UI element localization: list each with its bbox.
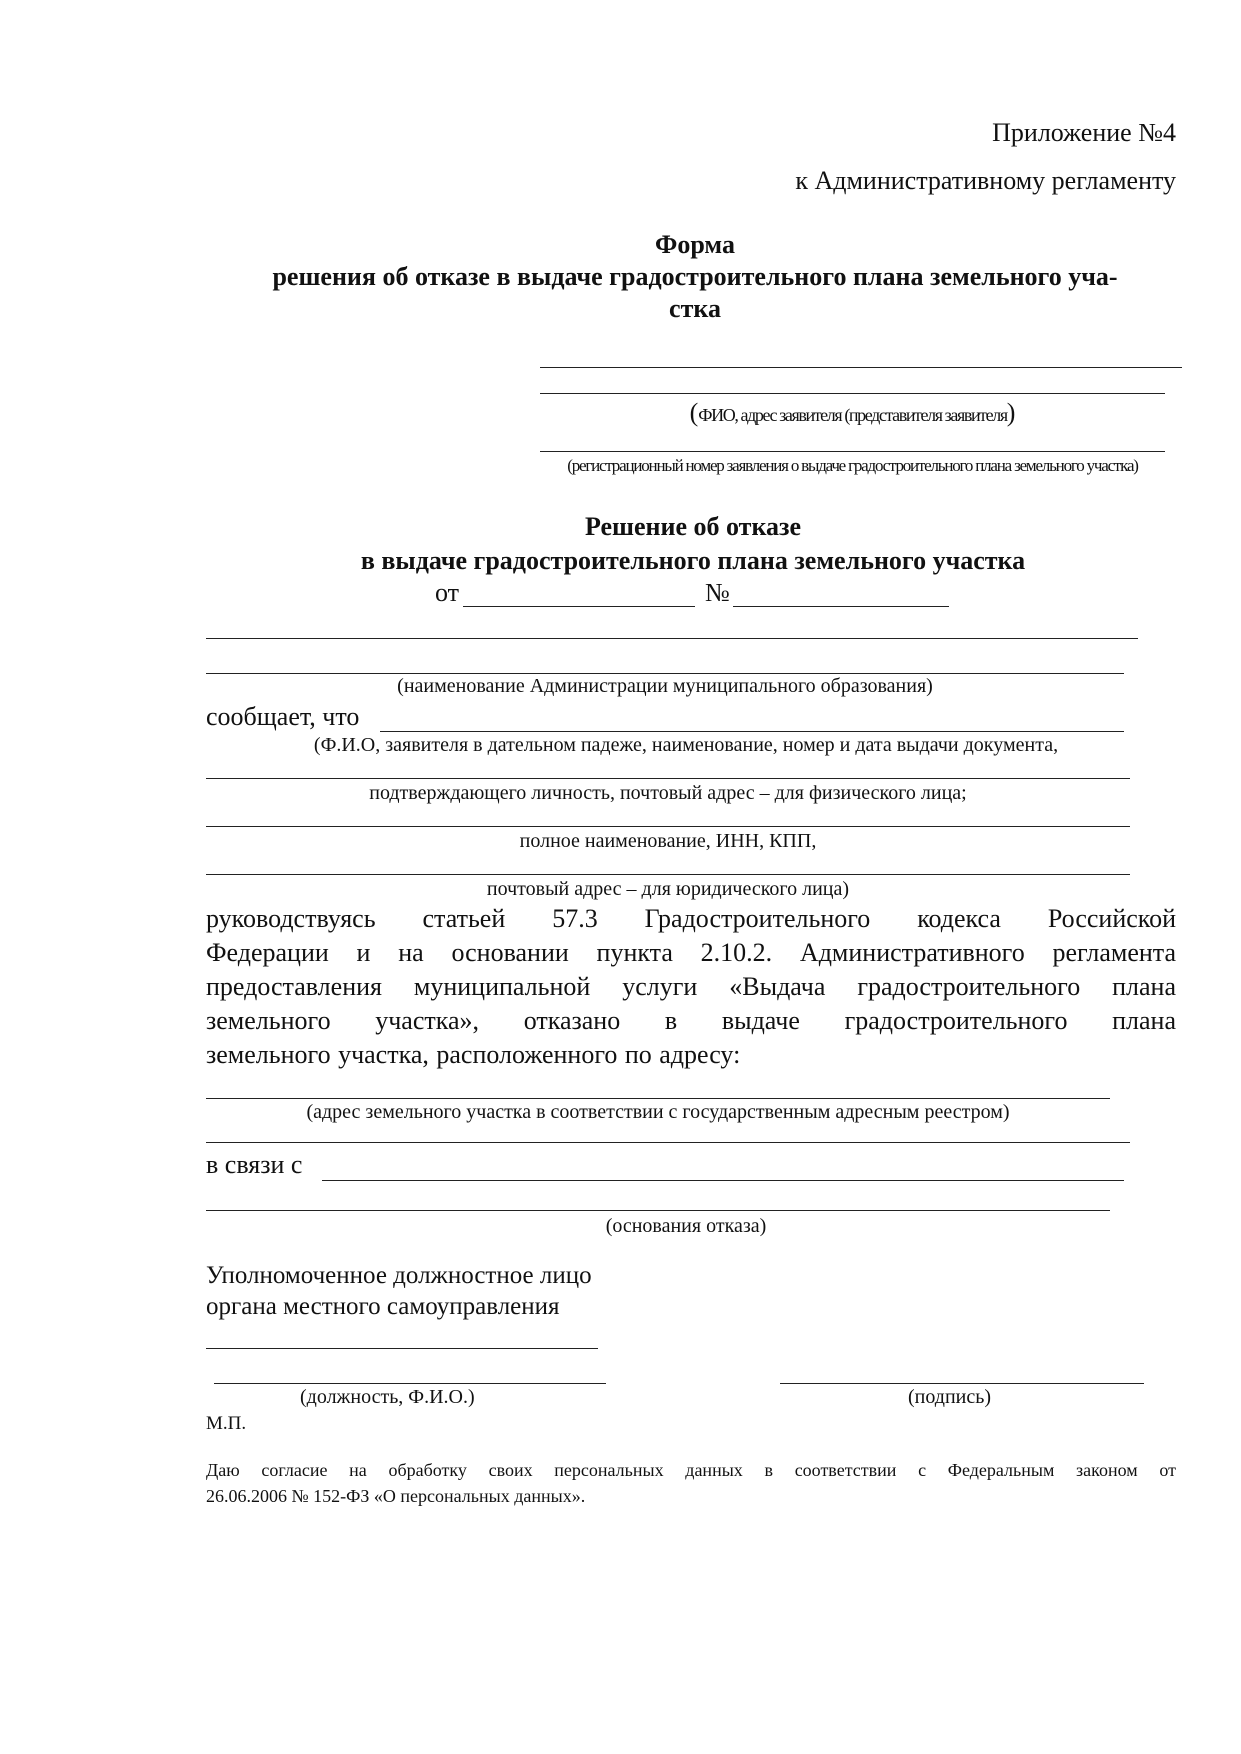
body-line: Федерации и на основании пункта 2.10.2. Административного регламента [206,938,1176,967]
decision-date-field[interactable] [463,606,695,607]
reason-caption: (основания отказа) [605,1215,767,1237]
signature-line[interactable] [780,1383,1144,1384]
decision-number-field[interactable] [733,606,949,607]
address-line[interactable] [206,1098,1110,1099]
address-caption: (адрес земельного участка в соответствии с государственным адресным реестром) [306,1101,1010,1123]
decision-title-line2: в выдаче градостроительного плана земельного участка [360,546,1026,575]
body-line: земельного участка», отказано в выдаче градостроительного плана [206,1006,1176,1035]
form-title-line2: решения об отказе в выдаче градостроительного плана земельного уча- [272,262,1118,291]
body-paragraph [206,902,1176,1072]
applicant-caption-1: (Ф.И.О, заявителя в дательном падеже, наименование, номер и дата выдачи документа, [313,734,1059,756]
form-title: Форма [655,230,735,259]
reason-line-1[interactable] [322,1180,1124,1181]
signature-caption: (подпись) [908,1386,992,1408]
form-title-line3: стка [669,294,721,323]
position-line-1[interactable] [206,1348,598,1349]
appendix-number: Приложение №4 [992,118,1176,147]
applicant-line-3[interactable] [206,826,1130,827]
administration-line-2[interactable] [206,673,1124,674]
position-caption: (должность, Ф.И.О.) [300,1386,475,1408]
applicant-caption-3: полное наименование, ИНН, КПП, [519,830,817,852]
registration-number-caption: (регистрационный номер заявления о выдаче градостроительного плана земельного участка) [567,456,1138,475]
applicant-caption-2: подтверждающего личность, почтовый адрес – для физического лица; [369,782,967,804]
decision-date-label: от [435,578,460,607]
position-line-2[interactable] [214,1383,606,1384]
regulation-reference: к Административному регламенту [795,166,1176,195]
applicant-line-2[interactable] [206,778,1130,779]
applicant-caption-4: почтовый адрес – для юридического лица) [486,878,850,900]
addressee-line-1 [540,367,1182,368]
decision-title: Решение об отказе [584,512,802,541]
administration-caption: (наименование Администрации муниципального образования) [397,675,933,697]
seal-mark: М.П. [206,1413,247,1434]
applicant-line-1[interactable] [380,731,1124,732]
reason-line-2[interactable] [206,1210,1110,1211]
addressee-line-2 [540,393,1165,394]
consent-line: Даю согласие на обработку своих персональных данных в соответствии с Федеральным законом от [206,1460,1176,1480]
address-line-2[interactable] [206,1142,1130,1143]
registration-number-line [540,451,1165,452]
administration-line-1[interactable] [206,638,1138,639]
consent-paragraph [206,1457,1176,1509]
body-line: руководствуясь статьей 57.3 Градостроительного кодекса Российской [206,904,1176,933]
reason-label: в связи с [206,1150,303,1179]
consent-line: 26.06.2006 № 152-ФЗ «О персональных данных». [206,1486,586,1506]
addressee-caption: (ФИО, адрес заявителя (представителя заявителя) [689,398,1016,427]
decision-number-label: № [705,578,730,607]
reports-label: сообщает, что [206,702,360,731]
official-title: Уполномоченное должностное лицо [206,1262,592,1289]
official-title-line2: органа местного самоуправления [206,1293,560,1320]
applicant-line-4[interactable] [206,874,1130,875]
body-line: земельного участка, расположенного по адресу: [206,1040,741,1069]
body-line: предоставления муниципальной услуги «Выдача градостроительного плана [206,972,1176,1001]
